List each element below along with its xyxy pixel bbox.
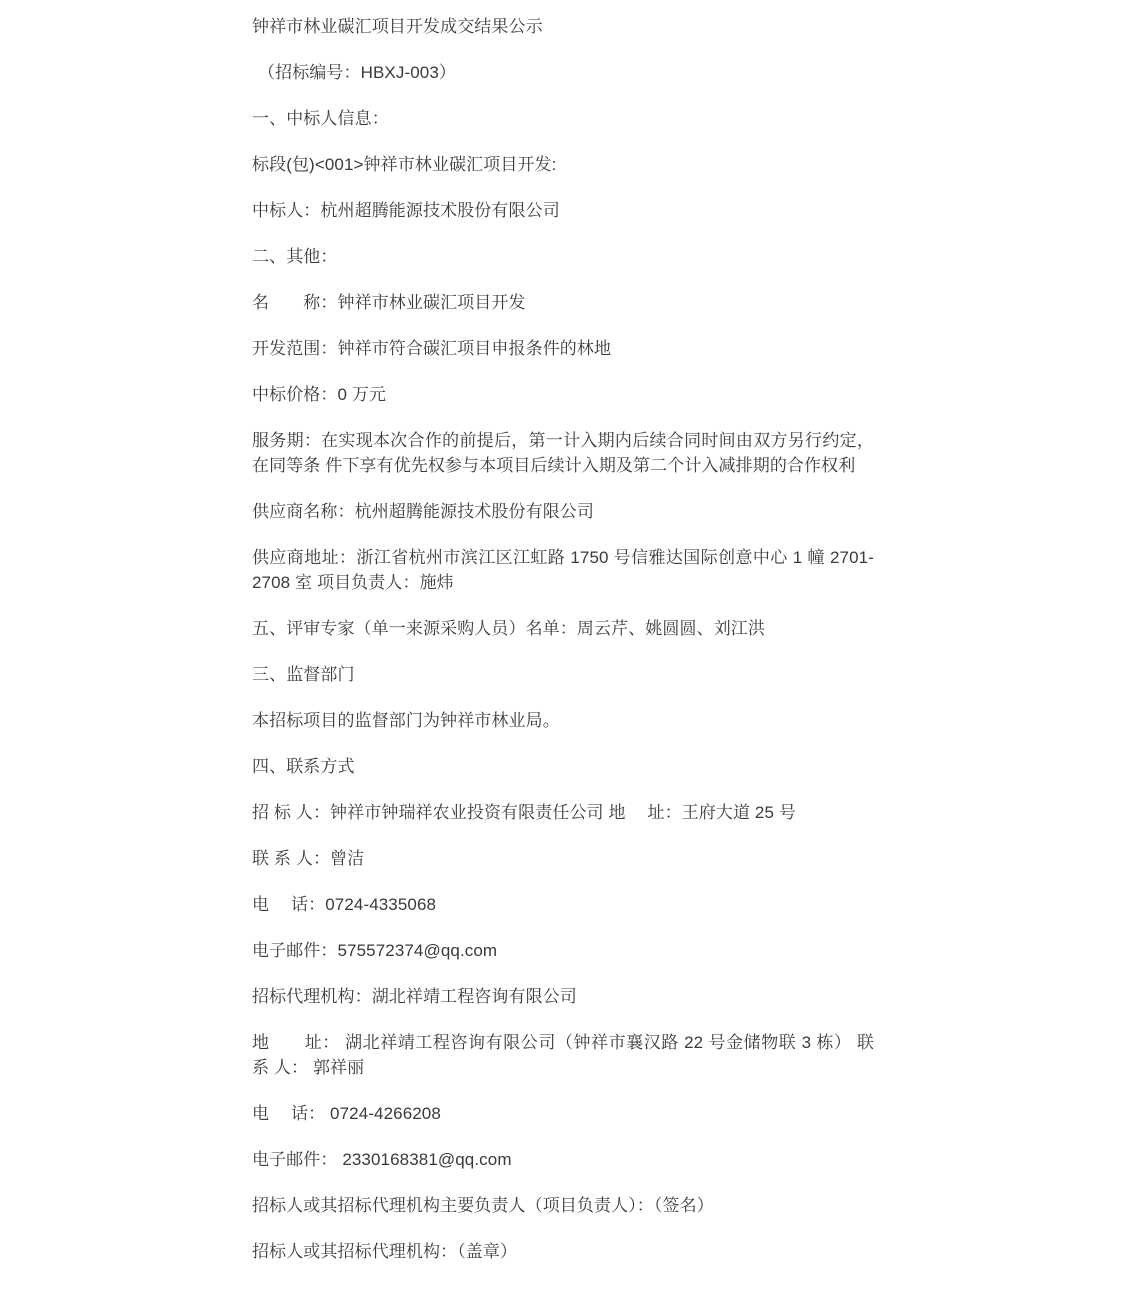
agency-phone-line: 电 话： 0724-4266208 <box>252 1104 441 1123</box>
document-body <box>252 14 879 1264</box>
section-heading-other: 二、其他： <box>252 247 338 266</box>
tenderee-contact-person-line: 联 系 人：曾洁 <box>252 849 365 868</box>
section-heading-review-experts: 五、评审专家（单一来源采购人员）名单：周云芹、姚圆圆、刘江洪 <box>252 619 765 638</box>
tenderee-phone-line: 电 话：0724-4335068 <box>252 895 437 914</box>
supervision-body-line: 本招标项目的监督部门为钟祥市林业局。 <box>252 711 560 730</box>
bid-number-line: （招标编号：HBXJ-003） <box>258 63 456 82</box>
service-period-line: 服务期：在实现本次合作的前提后，第一计入期内后续合同时间由双方另行约定，在同等条 件下享有优先权参与本项目后续计入期及第二个计入减排期的合作权利 <box>252 431 874 475</box>
section-heading-winner-info: 一、中标人信息： <box>252 109 389 128</box>
winning-price-line: 中标价格：0 万元 <box>252 385 387 404</box>
document-title: 钟祥市林业碳汇项目开发成交结果公示 <box>252 17 543 36</box>
project-name-line: 名 称：钟祥市林业碳汇项目开发 <box>252 293 526 312</box>
supplier-address-line: 供应商地址：浙江省杭州市滨江区江虹路 1750 号信雅达国际创意中心 1 幢 2701-2708 室 项目负责人：施炜 <box>252 548 874 592</box>
supplier-name-line: 供应商名称：杭州超腾能源技术股份有限公司 <box>252 502 594 521</box>
development-scope-line: 开发范围：钟祥市符合碳汇项目申报条件的林地 <box>252 339 612 358</box>
principal-signature-line: 招标人或其招标代理机构主要负责人（项目负责人）：（签名） <box>252 1196 714 1215</box>
tenderee-line: 招 标 人：钟祥市钟瑞祥农业投资有限责任公司 地 址：王府大道 25 号 <box>252 803 796 822</box>
section-heading-supervision: 三、监督部门 <box>252 665 355 684</box>
agency-email-line: 电子邮件： 2330168381@qq.com <box>252 1150 512 1169</box>
winning-bidder-line: 中标人：杭州超腾能源技术股份有限公司 <box>252 201 560 220</box>
agency-address-line: 地 址： 湖北祥靖工程咨询有限公司（钟祥市襄汉路 22 号金储物联 3 栋） 联 系 人： 郭祥丽 <box>252 1033 879 1077</box>
agency-name-line: 招标代理机构：湖北祥靖工程咨询有限公司 <box>252 987 577 1006</box>
organization-seal-line: 招标人或其招标代理机构：（盖章） <box>252 1242 518 1261</box>
section-heading-contact: 四、联系方式 <box>252 757 355 776</box>
tenderee-email-line: 电子邮件：575572374@qq.com <box>252 941 498 960</box>
lot-package-line: 标段(包)<001>钟祥市林业碳汇项目开发: <box>252 155 557 174</box>
